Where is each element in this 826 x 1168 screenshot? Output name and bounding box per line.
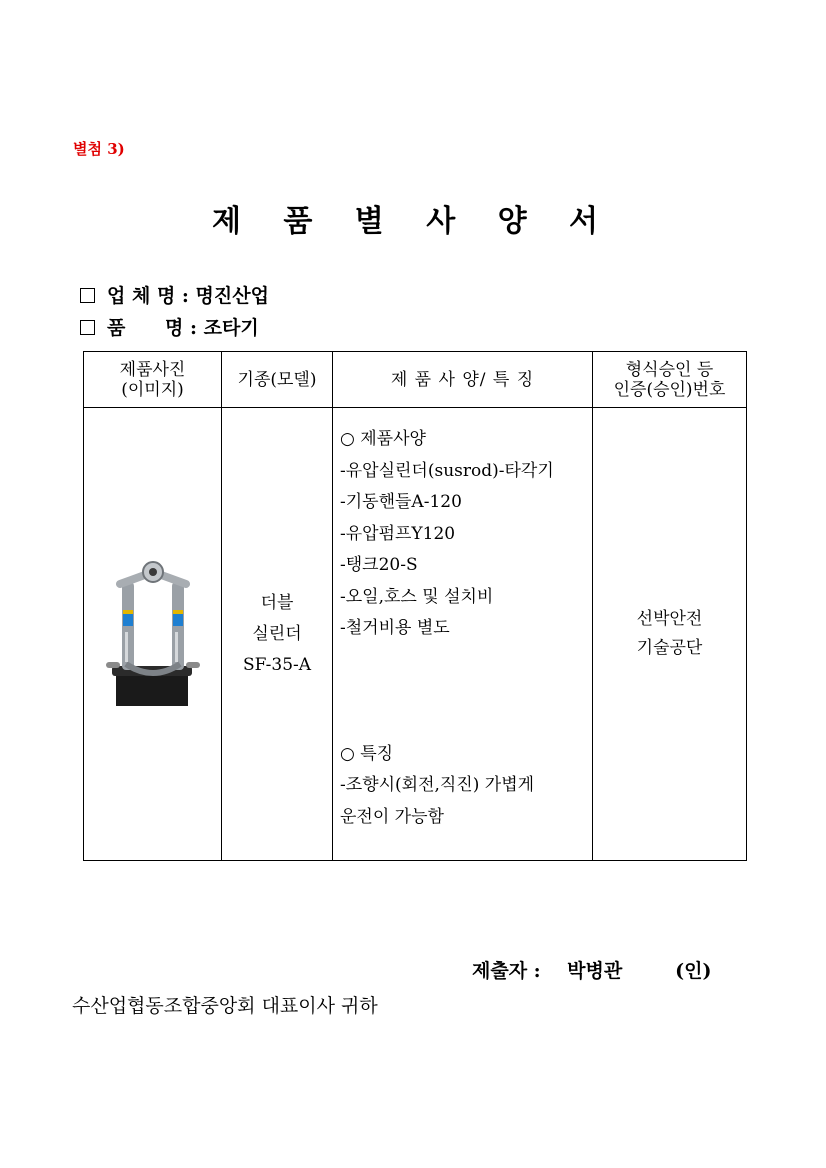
spec-item: -기동핸들A-120 [340,492,462,512]
table-row [84,408,747,861]
company-label: 업 체 명 [107,285,176,307]
submitter-seal: (인) [675,960,712,982]
header-photo-line2: (이미지) [121,379,184,400]
model-line-2: 실린더 [252,623,302,644]
checkbox-square-icon [80,288,95,303]
cert-cell [593,408,747,861]
product-label: 품 명 [107,317,184,339]
submitter-label: 제출자 : [472,960,541,982]
product-photo-cell [84,408,222,861]
header-spec: 제 품 사 양/ 특 징 [333,352,593,408]
spec-item: -유압펌프Y120 [340,523,456,544]
header-cert-line2: 인증(승인)번호 [613,379,726,400]
spec-item: -탱크20-S [340,555,418,575]
header-cert [593,352,747,408]
model-line-1: 더블 [260,592,294,613]
submitter-line [472,956,712,983]
header-cert-line1: 형식승인 등 [625,359,714,380]
product-field: 품 명 : 조타기 [80,313,259,340]
cert-line-1: 선박안전 [636,609,703,629]
model-line-3: SF-35-A [242,654,312,675]
feature-section-title: ○ 특징 [340,743,394,764]
header-model: 기종(모델) [222,352,333,408]
checkbox-square-icon [80,320,95,335]
header-photo [84,352,222,408]
spec-item: -유압실린더(susrod)-타각기 [340,460,554,481]
spec-table [83,351,747,861]
feature-item: -조향시(회전,직진) 가볍게 [340,775,535,795]
model-cell [222,408,333,861]
company-value: 명진산업 [195,285,269,307]
company-field: 업 체 명 : 명진산업 [80,281,269,308]
document-title: 제 품 별 사 양 서 [211,204,615,239]
product-value: 조타기 [203,317,259,339]
spec-section-title: ○ 제품사양 [340,429,426,449]
submitter-name: 박병관 [567,960,623,982]
spec-item: -철거비용 별도 [340,618,450,638]
header-photo-line1: 제품사진 [119,359,186,380]
recipient-line: 수산업협동조합중앙회 대표이사 귀하 [72,995,378,1017]
spec-item: -오일,호스 및 설치비 [340,586,494,607]
table-header-row [84,352,747,408]
feature-item: 운전이 가능함 [340,806,444,827]
spec-cell [333,408,593,861]
cert-line-2: 기술공단 [636,638,703,658]
attachment-label: 별첨 3) [73,140,125,158]
product-photo [98,554,208,714]
